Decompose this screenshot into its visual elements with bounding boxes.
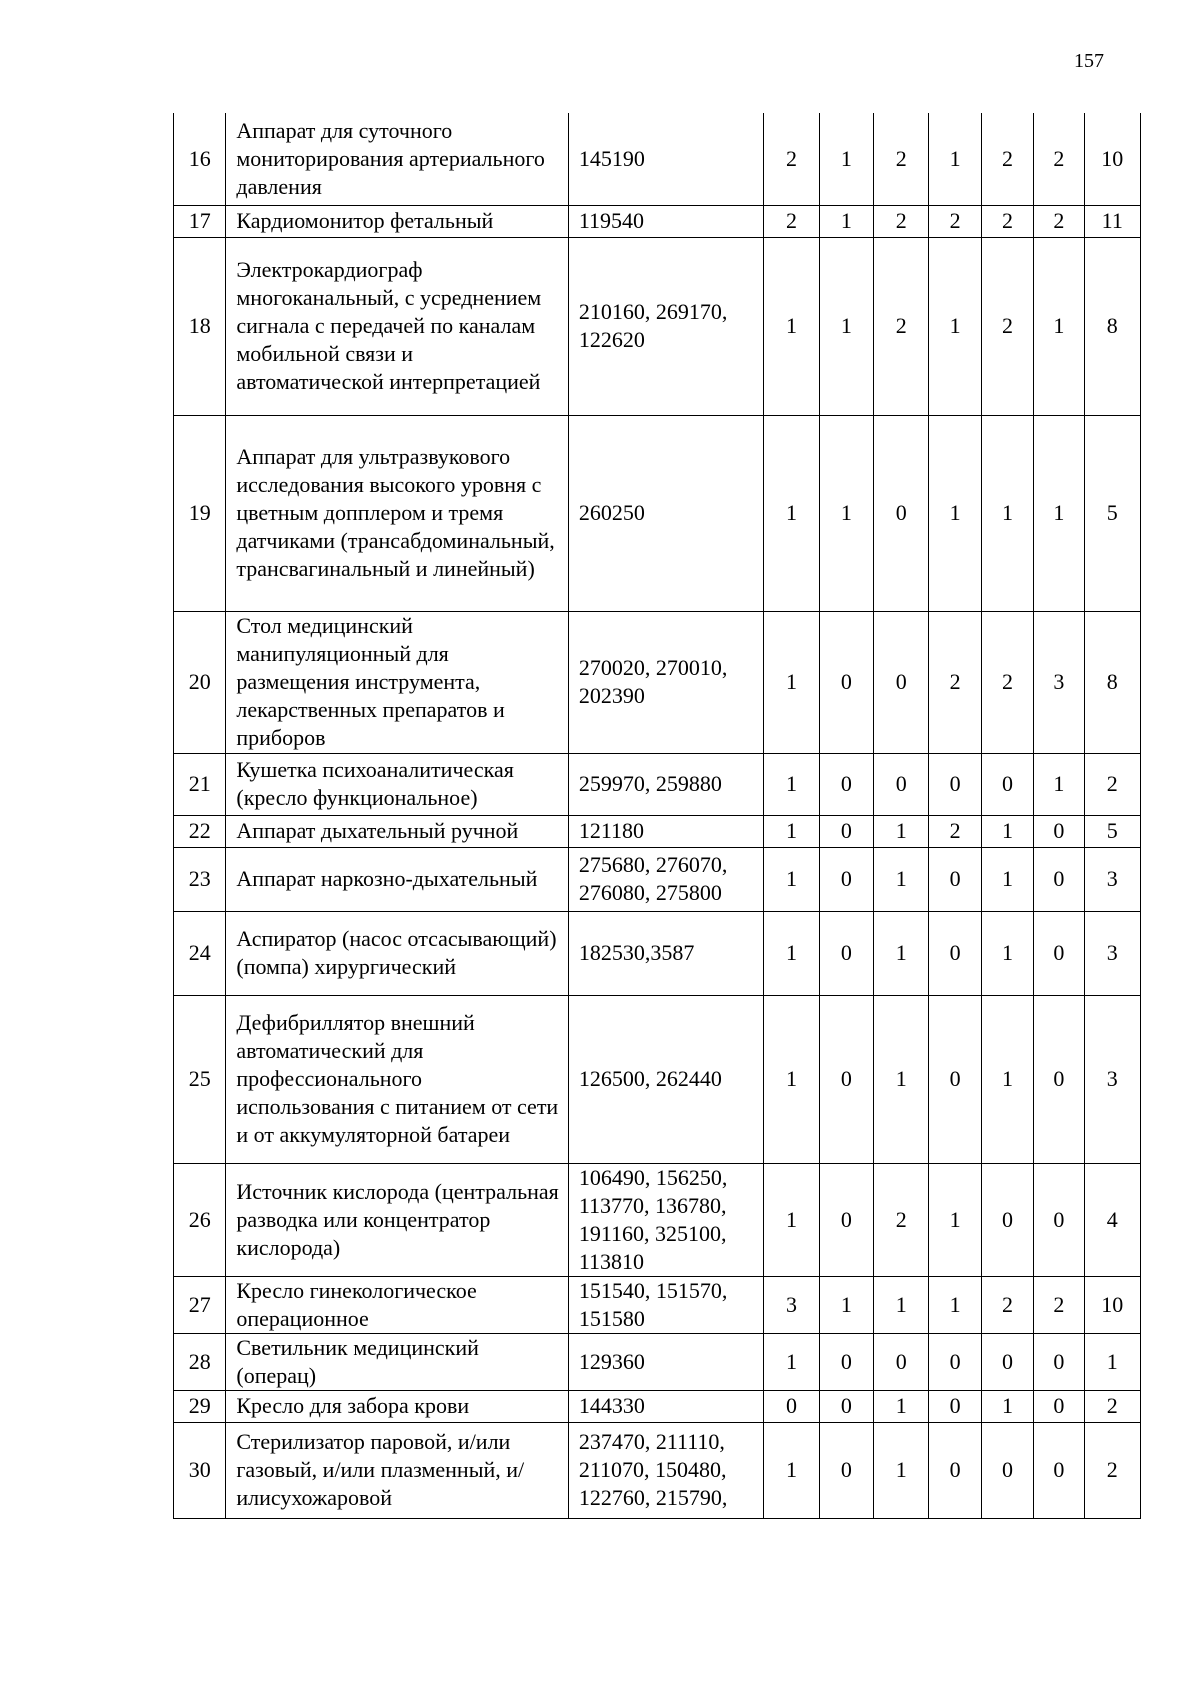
quantity-cell: 0 [1034, 1390, 1084, 1422]
quantity-cell: 0 [819, 753, 873, 815]
quantity-cell: 1 [874, 995, 929, 1163]
quantity-cell: 3 [1034, 611, 1084, 753]
equipment-name: Кресло для забора крови [226, 1390, 568, 1422]
quantity-cell: 1 [819, 415, 873, 611]
quantity-cell: 1 [764, 415, 819, 611]
equipment-codes: 126500, 262440 [568, 995, 763, 1163]
quantity-cell: 0 [1034, 911, 1084, 995]
equipment-name: Светильник медицинский (операц) [226, 1333, 568, 1390]
quantity-cell: 3 [764, 1276, 819, 1333]
table-row [174, 1333, 1141, 1390]
quantity-cell: 0 [819, 911, 873, 995]
quantity-cell: 1 [764, 847, 819, 911]
quantity-cell: 11 [1084, 205, 1140, 237]
quantity-cell: 2 [1034, 205, 1084, 237]
quantity-cell: 0 [929, 995, 981, 1163]
quantity-cell: 0 [981, 1163, 1033, 1276]
quantity-cell: 0 [819, 815, 873, 847]
quantity-cell: 1 [819, 205, 873, 237]
quantity-cell: 0 [874, 611, 929, 753]
equipment-name: Кресло гинекологическое операционное [226, 1276, 568, 1333]
quantity-cell: 0 [874, 753, 929, 815]
quantity-cell: 3 [1084, 995, 1140, 1163]
quantity-cell: 1 [764, 611, 819, 753]
table-row [174, 1390, 1141, 1422]
quantity-cell: 1 [874, 815, 929, 847]
equipment-name: Стерилизатор паровой, и/или газовый, и/или плазменный, и/илисухожаровой [226, 1422, 568, 1518]
equipment-codes: 210160, 269170, 122620 [568, 237, 763, 415]
quantity-cell: 2 [874, 1163, 929, 1276]
table-row [174, 847, 1141, 911]
equipment-name: Аппарат наркозно-дыхательный [226, 847, 568, 911]
quantity-cell: 10 [1084, 1276, 1140, 1333]
quantity-cell: 1 [929, 237, 981, 415]
quantity-cell: 1 [874, 911, 929, 995]
equipment-codes: 119540 [568, 205, 763, 237]
quantity-cell: 0 [1034, 995, 1084, 1163]
row-number: 22 [174, 815, 226, 847]
quantity-cell: 1 [764, 1163, 819, 1276]
equipment-codes: 260250 [568, 415, 763, 611]
quantity-cell: 0 [874, 1333, 929, 1390]
quantity-cell: 2 [981, 113, 1033, 205]
quantity-cell: 4 [1084, 1163, 1140, 1276]
quantity-cell: 1 [1034, 415, 1084, 611]
quantity-cell: 1 [874, 1422, 929, 1518]
equipment-name: Стол медицинский манипуляционный для размещения инструмента, лекарственных препаратов и приборов [226, 611, 568, 753]
quantity-cell: 1 [981, 815, 1033, 847]
quantity-cell: 0 [819, 1422, 873, 1518]
quantity-cell: 1 [764, 1333, 819, 1390]
row-number: 24 [174, 911, 226, 995]
quantity-cell: 1 [764, 995, 819, 1163]
row-number: 19 [174, 415, 226, 611]
quantity-cell: 1 [981, 415, 1033, 611]
quantity-cell: 2 [764, 205, 819, 237]
page-number: 157 [1074, 50, 1104, 72]
row-number: 23 [174, 847, 226, 911]
quantity-cell: 1 [819, 113, 873, 205]
quantity-cell: 1 [874, 1276, 929, 1333]
quantity-cell: 2 [981, 1276, 1033, 1333]
equipment-name: Аппарат дыхательный ручной [226, 815, 568, 847]
quantity-cell: 1 [929, 415, 981, 611]
quantity-cell: 0 [929, 847, 981, 911]
quantity-cell: 0 [1034, 847, 1084, 911]
quantity-cell: 2 [929, 611, 981, 753]
quantity-cell: 1 [764, 237, 819, 415]
quantity-cell: 2 [929, 205, 981, 237]
equipment-codes: 106490, 156250, 113770, 136780, 191160, 325100, 113810 [568, 1163, 763, 1276]
equipment-codes: 144330 [568, 1390, 763, 1422]
quantity-cell: 3 [1084, 911, 1140, 995]
row-number: 28 [174, 1333, 226, 1390]
row-number: 30 [174, 1422, 226, 1518]
quantity-cell: 0 [819, 611, 873, 753]
quantity-cell: 0 [929, 911, 981, 995]
quantity-cell: 1 [874, 847, 929, 911]
equipment-codes: 129360 [568, 1333, 763, 1390]
table-row [174, 1163, 1141, 1276]
equipment-codes: 145190 [568, 113, 763, 205]
equipment-name: Источник кислорода (центральная разводка или концентратор кислорода) [226, 1163, 568, 1276]
quantity-cell: 1 [819, 1276, 873, 1333]
row-number: 18 [174, 237, 226, 415]
table-row [174, 415, 1141, 611]
equipment-codes: 151540, 151570, 151580 [568, 1276, 763, 1333]
quantity-cell: 1 [1034, 753, 1084, 815]
equipment-name: Электрокардиограф многоканальный, с усреднением сигнала с передачей по каналам мобильной связи и автоматической интерпретацией [226, 237, 568, 415]
quantity-cell: 5 [1084, 415, 1140, 611]
equipment-codes: 259970, 259880 [568, 753, 763, 815]
quantity-cell: 0 [819, 1163, 873, 1276]
quantity-cell: 0 [981, 753, 1033, 815]
equipment-codes: 121180 [568, 815, 763, 847]
quantity-cell: 1 [981, 911, 1033, 995]
table-row [174, 205, 1141, 237]
quantity-cell: 2 [981, 611, 1033, 753]
quantity-cell: 0 [1034, 1333, 1084, 1390]
quantity-cell: 1 [874, 1390, 929, 1422]
row-number: 16 [174, 113, 226, 205]
row-number: 27 [174, 1276, 226, 1333]
table-body [174, 113, 1141, 1518]
equipment-name: Кушетка психоаналитическая (кресло функциональное) [226, 753, 568, 815]
quantity-cell: 5 [1084, 815, 1140, 847]
equipment-codes: 237470, 211110, 211070, 150480, 122760, 215790, [568, 1422, 763, 1518]
quantity-cell: 8 [1084, 611, 1140, 753]
table-row [174, 995, 1141, 1163]
table-row [174, 237, 1141, 415]
quantity-cell: 1 [764, 753, 819, 815]
quantity-cell: 1 [981, 847, 1033, 911]
row-number: 21 [174, 753, 226, 815]
equipment-name: Кардиомонитор фетальный [226, 205, 568, 237]
quantity-cell: 8 [1084, 237, 1140, 415]
table-row [174, 1422, 1141, 1518]
equipment-codes: 275680, 276070, 276080, 275800 [568, 847, 763, 911]
table-row [174, 753, 1141, 815]
quantity-cell: 2 [981, 237, 1033, 415]
equipment-table [173, 113, 1141, 1519]
quantity-cell: 1 [764, 815, 819, 847]
quantity-cell: 1 [1034, 237, 1084, 415]
quantity-cell: 2 [1034, 1276, 1084, 1333]
quantity-cell: 1 [929, 1276, 981, 1333]
quantity-cell: 2 [874, 237, 929, 415]
quantity-cell: 2 [1034, 113, 1084, 205]
quantity-cell: 0 [819, 995, 873, 1163]
quantity-cell: 10 [1084, 113, 1140, 205]
table-row [174, 815, 1141, 847]
quantity-cell: 1 [764, 911, 819, 995]
quantity-cell: 1 [764, 1422, 819, 1518]
table-row [174, 113, 1141, 205]
quantity-cell: 0 [1034, 1422, 1084, 1518]
quantity-cell: 0 [929, 1333, 981, 1390]
quantity-cell: 0 [819, 847, 873, 911]
equipment-codes: 270020, 270010, 202390 [568, 611, 763, 753]
quantity-cell: 2 [929, 815, 981, 847]
quantity-cell: 1 [981, 1390, 1033, 1422]
table-row [174, 1276, 1141, 1333]
row-number: 25 [174, 995, 226, 1163]
equipment-codes: 182530,3587 [568, 911, 763, 995]
quantity-cell: 1 [981, 995, 1033, 1163]
quantity-cell: 0 [981, 1422, 1033, 1518]
equipment-name: Аспиратор (насос отсасывающий) (помпа) хирургический [226, 911, 568, 995]
quantity-cell: 0 [981, 1333, 1033, 1390]
quantity-cell: 3 [1084, 847, 1140, 911]
table-row [174, 911, 1141, 995]
quantity-cell: 2 [874, 113, 929, 205]
quantity-cell: 2 [1084, 753, 1140, 815]
row-number: 26 [174, 1163, 226, 1276]
quantity-cell: 2 [764, 113, 819, 205]
quantity-cell: 0 [874, 415, 929, 611]
quantity-cell: 0 [1034, 815, 1084, 847]
quantity-cell: 0 [1034, 1163, 1084, 1276]
quantity-cell: 0 [819, 1333, 873, 1390]
row-number: 29 [174, 1390, 226, 1422]
table-row [174, 611, 1141, 753]
quantity-cell: 1 [1084, 1333, 1140, 1390]
equipment-name: Аппарат для суточного мониторирования артериального давления [226, 113, 568, 205]
quantity-cell: 0 [929, 1390, 981, 1422]
quantity-cell: 2 [874, 205, 929, 237]
quantity-cell: 0 [819, 1390, 873, 1422]
quantity-cell: 2 [981, 205, 1033, 237]
equipment-name: Дефибриллятор внешний автоматический для профессионального использования с питанием от сети и от аккумуляторной батареи [226, 995, 568, 1163]
row-number: 20 [174, 611, 226, 753]
quantity-cell: 2 [1084, 1422, 1140, 1518]
quantity-cell: 1 [819, 237, 873, 415]
quantity-cell: 2 [1084, 1390, 1140, 1422]
row-number: 17 [174, 205, 226, 237]
quantity-cell: 0 [764, 1390, 819, 1422]
quantity-cell: 0 [929, 1422, 981, 1518]
equipment-name: Аппарат для ультразвукового исследования высокого уровня с цветным допплером и тремя датчиками (трансабдоминальный, трансвагинальный и линейный) [226, 415, 568, 611]
quantity-cell: 0 [929, 753, 981, 815]
quantity-cell: 1 [929, 113, 981, 205]
quantity-cell: 1 [929, 1163, 981, 1276]
